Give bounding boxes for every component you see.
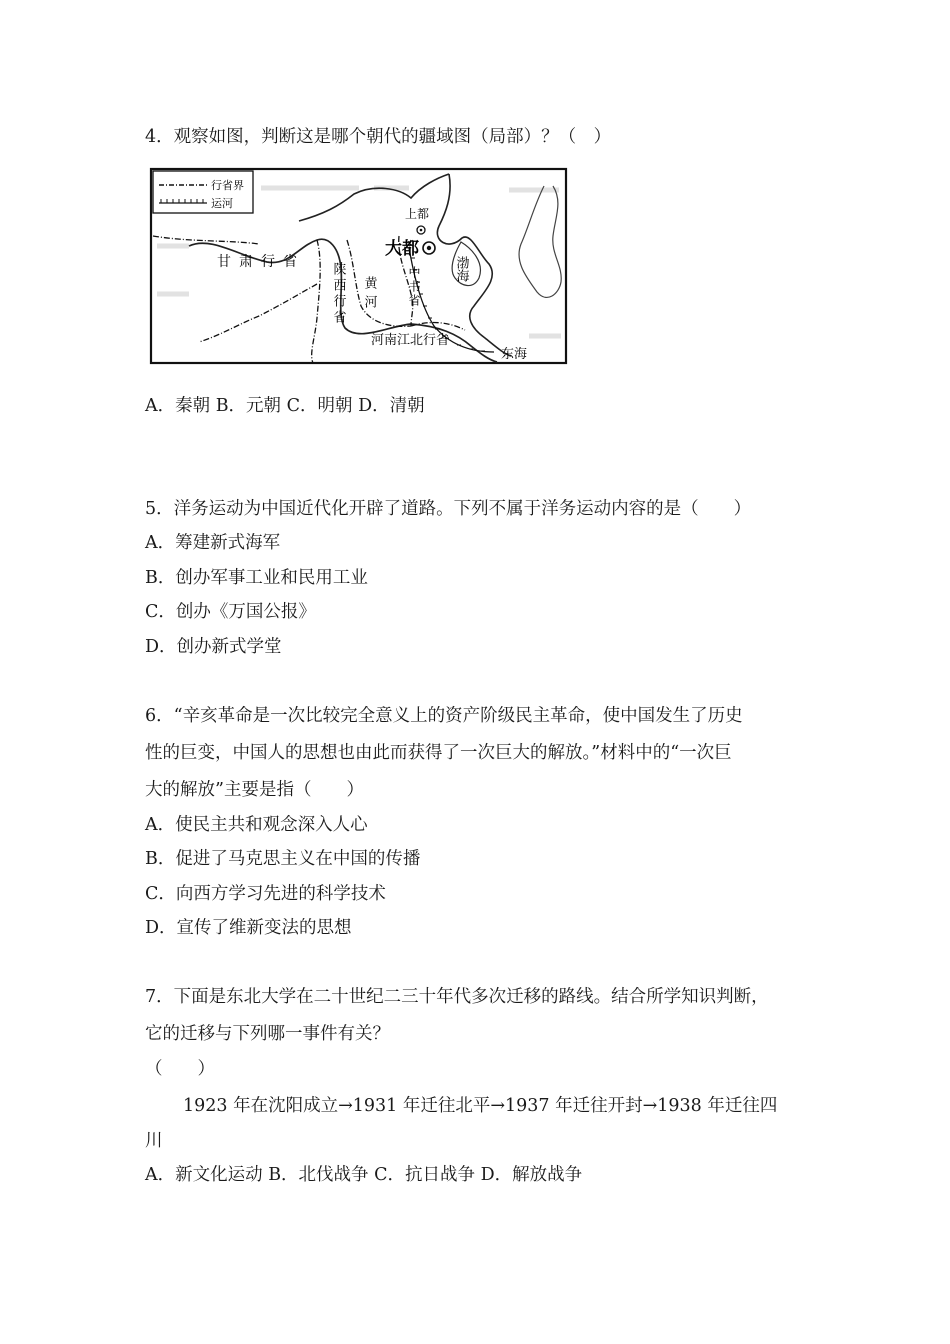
q6-stem-1: “辛亥革命是一次比较完全意义上的资产阶级民主革命，使中国发生了历史: [173, 706, 743, 726]
q4-options: A．秦朝 B．元朝 C．明朝 D．清朝: [145, 396, 425, 416]
shangdu-city-marker: [417, 226, 425, 234]
q5-stem-line: [145, 497, 751, 521]
map-legend: [153, 171, 253, 213]
q4-territory-map: [149, 166, 569, 366]
label-yellow-river: 黄河: [361, 276, 377, 314]
label-gansu-province: 甘肃行省: [217, 254, 305, 270]
q6-option-a: A．使民主共和观念深入人心: [145, 815, 368, 835]
q4-number: 4．: [145, 127, 174, 147]
label-shaanxi-province: 陕西行省: [330, 262, 346, 326]
label-dadu: 大都: [385, 239, 419, 259]
q5-option-a: A．筹建新式海军: [145, 533, 281, 553]
q5-option-b: B．创办军事工业和民用工业: [145, 568, 368, 588]
q7-stem-line-1: [145, 985, 769, 1009]
q6-option-b: B．促进了马克思主义在中国的传播: [145, 849, 421, 869]
q7-answer-bracket: （ ）: [145, 1059, 215, 1079]
q6-stem-line-2: 性的巨变，中国人的思想也由此而获得了一次巨大的解放。”材料中的“一次巨: [145, 743, 732, 763]
legend-province-border: 行省界: [211, 179, 244, 192]
label-zhongshu-province: 中书省: [407, 266, 421, 308]
q6-option-c: C．向西方学习先进的科学技术: [145, 884, 386, 904]
label-bohai: 渤海: [453, 256, 469, 282]
q7-number: 7．: [145, 987, 174, 1007]
label-east-sea: 东海: [501, 347, 528, 362]
q7-stem-line-2: 它的迁移与下列哪一事件有关？: [145, 1024, 390, 1044]
q6-option-d: D．宣传了维新变法的思想: [145, 918, 352, 938]
q7-stem-1: 下面是东北大学在二十世纪二三十年代多次迁移的路线。结合所学知识判断，: [173, 987, 769, 1007]
label-shangdu: 上都: [405, 207, 430, 221]
q4-stem-line: [145, 125, 611, 149]
q7-route-line-2: 川: [145, 1131, 163, 1151]
label-henan-jiangbei-province: 河南江北行省: [371, 333, 450, 348]
q6-stem-line-1: [145, 704, 743, 728]
q5-option-d: D．创办新式学堂: [145, 637, 282, 657]
q7-options: A．新文化运动 B．北伐战争 C．抗日战争 D．解放战争: [145, 1165, 583, 1185]
q7-route-line-1: 1923 年在沈阳成立→1931 年迁往北平→1937 年迁往开封→1938 年迁往四: [183, 1096, 778, 1116]
dadu-capital-marker: [423, 242, 435, 254]
legend-canal: 运河: [211, 197, 233, 210]
q5-stem: 洋务运动为中国近代化开辟了道路。下列不属于洋务运动内容的是（ ）: [173, 499, 752, 519]
q6-number: 6．: [145, 706, 174, 726]
q6-stem-line-3: 大的解放”主要是指（ ）: [145, 780, 364, 800]
q4-stem: 观察如图，判断这是哪个朝代的疆域图（局部）？（ ）: [173, 127, 612, 147]
q5-number: 5．: [145, 499, 174, 519]
q5-option-c: C．创办《万国公报》: [145, 602, 316, 622]
